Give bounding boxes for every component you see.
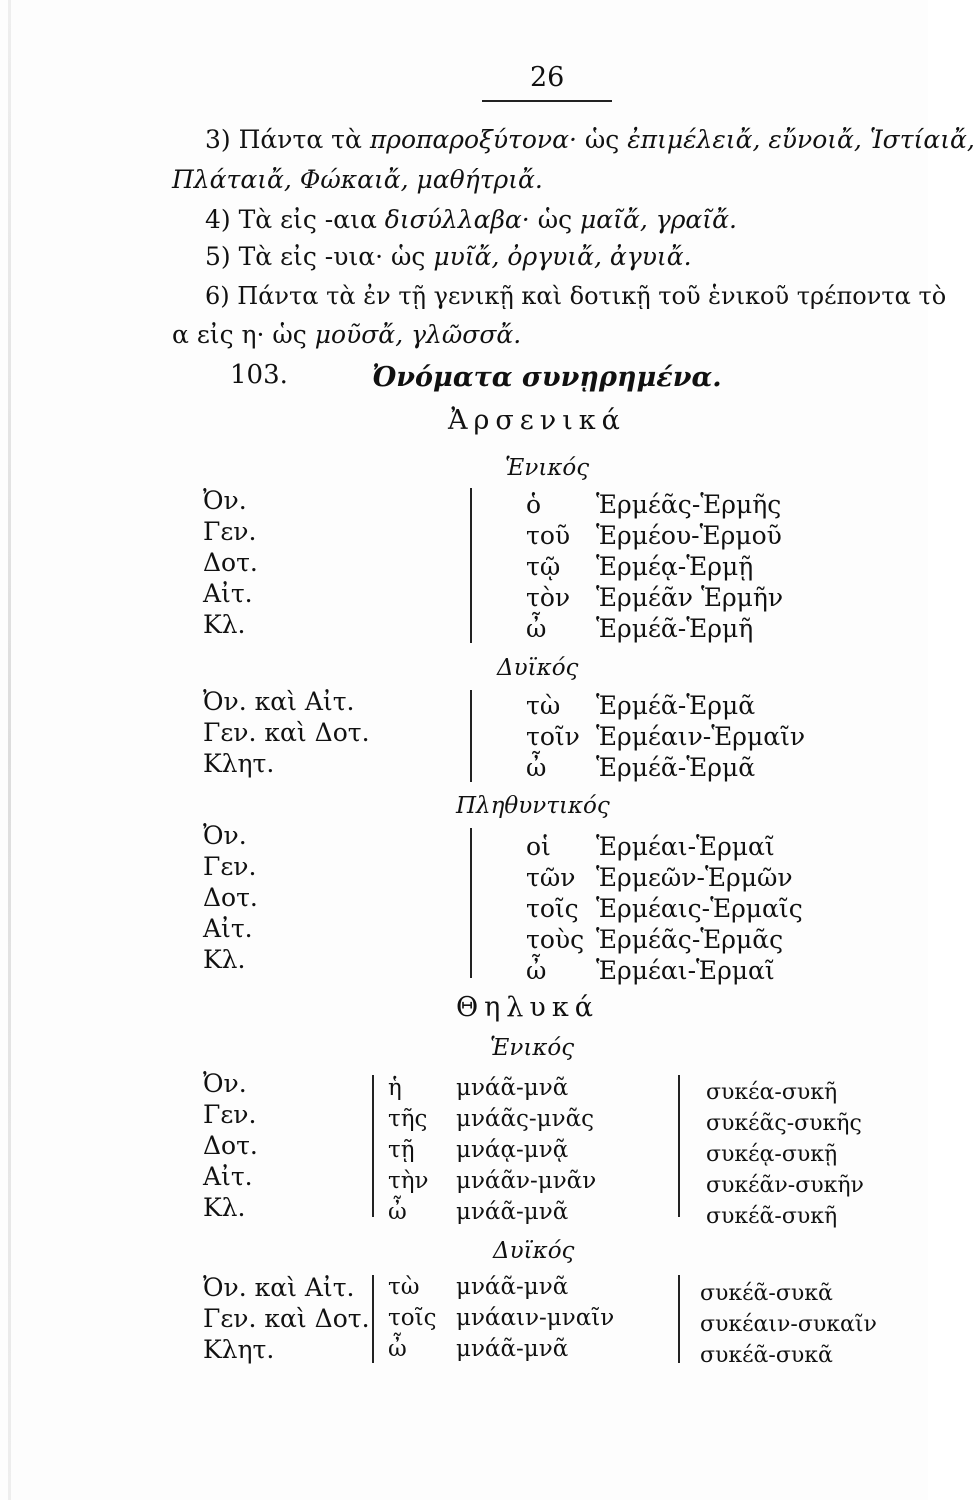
masc-dual-bar [470,690,472,782]
fem-dual-cases: Ὀν. καὶ Αἰτ. Γεν. καὶ Δοτ. Κλητ. [203,1273,370,1364]
fem-dual-bar-left [372,1275,374,1363]
masc-dual-forms: Ἑρμέᾶ-Ἑρμᾶ Ἑρμέαιν-Ἑρμαῖν Ἑρμέᾶ-Ἑρμᾶ [596,691,806,782]
page-edge-shadow [8,0,11,1500]
fem-singular-articles: ἡ τῆς τῇ τὴν ὦ [388,1075,429,1225]
fem-singular-bar-right [678,1075,680,1217]
page-number-rule [482,100,612,102]
rule-line-6-cont: α εἰς η· ὡς μοῦσἄ, γλῶσσἄ. [172,320,522,349]
masc-singular-cases: Ὀν. Γεν. Δοτ. Αἰτ. Κλ. [203,486,258,639]
rule-line-3: 3) Πάντα τὰ προπαροξύτονα· ὡς ἐπιμέλειἄ, εὔνοιἄ, Ἱστίαιἄ, [205,125,975,154]
masc-singular-forms: Ἑρμέᾶς-Ἑρμῆς Ἑρμέου-Ἑρμοῦ Ἑρμέᾳ-Ἑρμῇ Ἑρμέᾶν Ἑρμῆν Ἑρμέᾶ-Ἑρμῆ [596,490,784,643]
masc-plural-cases: Ὀν. Γεν. Δοτ. Αἰτ. Κλ. [203,821,258,974]
masc-dual-articles: τὼ τοῖν ὦ [526,691,580,782]
fem-singular-cases: Ὀν. Γεν. Δοτ. Αἰτ. Κλ. [203,1069,258,1222]
masc-plural-label: Πληθυντικός [456,793,610,819]
feminine-title: Θηλυκά [456,992,599,1023]
rule-line-4: 4) Τὰ εἰς -αια δισύλλαβα· ὡς μαῖἄ, γραῖἄ. [205,205,737,234]
fem-dual-label: Δυϊκός [493,1238,575,1264]
section-number: 103. [230,360,288,390]
rule-line-3-cont: Πλάταιἄ, Φώκαιἄ, μαθήτριἄ. [172,165,543,194]
section-title: Ὀνόματα συνῃρημένα. [372,362,722,393]
fem-singular-forms-a: μνάᾶ-μνᾶ μνάᾶς-μνᾶς μνάᾳ-μνᾷ μνάᾶν-μνᾶν μνάᾶ-μνᾶ [456,1075,597,1225]
rule-line-6: 6) Πάντα τὰ ἐν τῇ γενικῇ καὶ δοτικῇ τοῦ ἑνικοῦ τρέποντα τὸ [205,282,947,310]
fem-dual-bar-right [678,1275,680,1363]
masc-singular-bar [470,488,472,643]
masc-plural-bar [470,828,472,978]
masc-plural-forms: Ἑρμέαι-Ἑρμαῖ Ἑρμεῶν-Ἑρμῶν Ἑρμέαις-Ἑρμαῖς Ἑρμέᾶς-Ἑρμᾶς Ἑρμέαι-Ἑρμαῖ [596,832,803,985]
fem-dual-forms-a: μνάᾶ-μνᾶ μνάαιν-μναῖν μνάᾶ-μνᾶ [456,1274,615,1362]
masc-plural-articles: οἱ τῶν τοῖς τοὺς ὦ [526,832,585,985]
masc-dual-cases: Ὀν. καὶ Αἰτ. Γεν. καὶ Δοτ. Κλητ. [203,687,370,778]
fem-dual-forms-b: συκέᾶ-συκᾶ συκέαιν-συκαῖν συκέᾶ-συκᾶ [700,1281,877,1368]
fem-singular-bar-left [372,1075,374,1217]
page-number: 26 [530,62,565,93]
rule-line-5: 5) Τὰ εἰς -υια· ὡς μυῖἄ, ὀργυιἄ, ἀγυιἄ. [205,242,692,271]
fem-dual-articles: τὼ τοῖς ὦ [388,1274,437,1362]
fem-singular-label: Ἑνικός [490,1035,575,1061]
masc-dual-label: Δυϊκός [497,655,579,681]
masculine-title: Ἀρσενικά [448,405,626,436]
masc-singular-label: Ἑνικός [505,455,590,481]
fem-singular-forms-b: συκέα-συκῆ συκέᾶς-συκῆς συκέᾳ-συκῇ συκέᾶν-συκῆν συκέᾶ-συκῆ [706,1080,864,1229]
masc-singular-articles: ὁ τοῦ τῷ τὸν ὦ [526,490,571,643]
